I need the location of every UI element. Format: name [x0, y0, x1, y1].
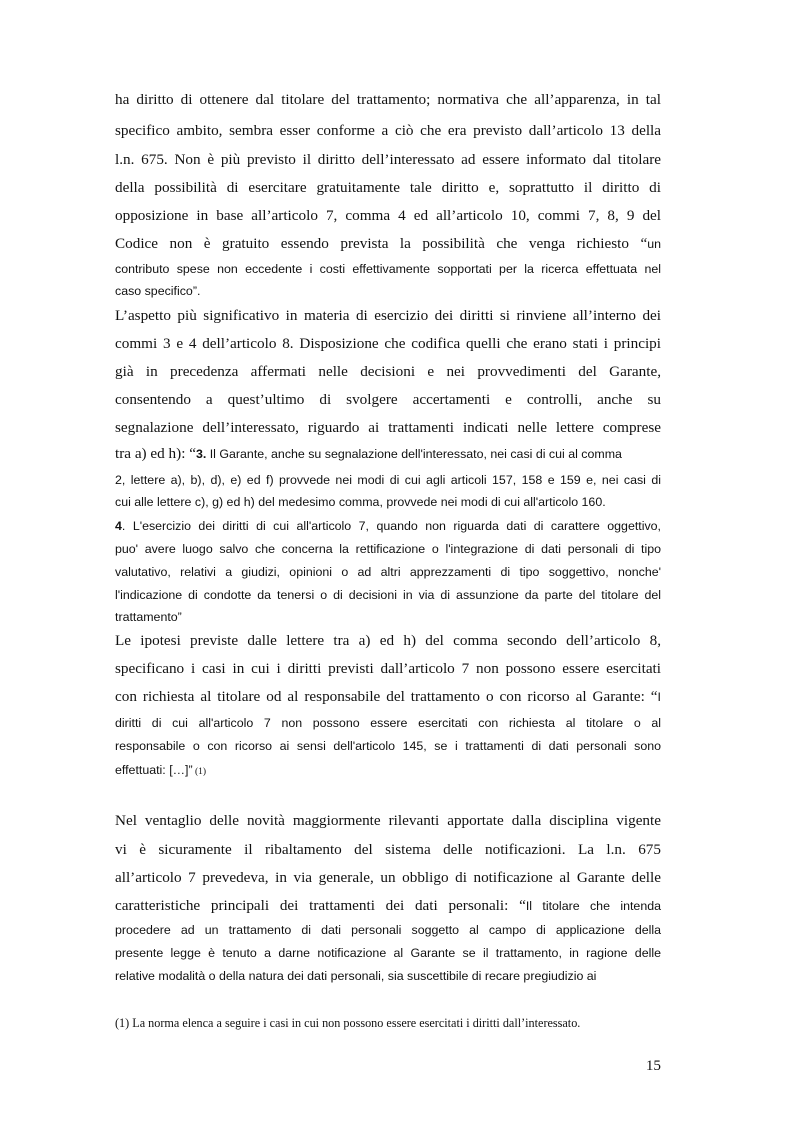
- quote-line: 2, lettere a), b), d), e) ed f) provvede nei modi di cui agli articoli 157, 158 e 159 e, nei casi di: [115, 473, 661, 487]
- quote-line: 4. L'esercizio dei diritti di cui all'articolo 7, quando non riguarda dati di carattere oggettivo,: [115, 519, 661, 533]
- body-line: Le ipotesi previste dalle lettere tra a) ed h) del comma secondo dell’articolo 8,: [115, 632, 661, 649]
- body-line: ha diritto di ottenere dal titolare del trattamento; normativa che all’apparenza, in tal: [115, 91, 661, 108]
- body-line: già in precedenza affermati nelle decisioni e nei provvedimenti del Garante,: [115, 363, 661, 380]
- body-line: con richiesta al titolare od al responsabile del trattamento o con ricorso al Garante: “I: [115, 688, 661, 705]
- quote-line: effettuati: […]” (1): [115, 763, 207, 777]
- quote-line: diritti di cui all'articolo 7 non possono essere esercitati con richiesta al titolare o al: [115, 716, 661, 730]
- body-line: L’aspetto più significativo in materia di esercizio dei diritti si rinviene all’interno dei: [115, 307, 661, 324]
- quote-line: caso specifico”.: [115, 284, 201, 298]
- body-line: della possibilità di esercitare gratuitamente tale diritto e, soprattutto il diritto di: [115, 179, 661, 196]
- quote-line: trattamento”: [115, 610, 182, 624]
- body-line: all’articolo 7 prevedeva, in via generale, un obbligo di notificazione al Garante delle: [115, 869, 661, 886]
- body-line: specificano i casi in cui i diritti previsti dall’articolo 7 non possono essere esercitati: [115, 660, 661, 677]
- body-line: segnalazione dell’interessato, riguardo ai trattamenti indicati nelle lettere comprese: [115, 419, 661, 436]
- quote-line: puo' avere luogo salvo che concerna la rettificazione o l'integrazione di dati personali di tipo: [115, 542, 661, 556]
- body-line: opposizione in base all’articolo 7, comma 4 ed all’articolo 10, commi 7, 8, 9 del: [115, 207, 661, 224]
- quote-line: l'indicazione di condotte da tenersi o di decisioni in via di assunzione da parte del titolare del: [115, 588, 661, 602]
- page-number: 15: [645, 1057, 661, 1074]
- quote-line: valutativo, relativi a giudizi, opinioni o ad altri apprezzamenti di tipo soggettivo, nonche': [115, 565, 661, 579]
- quote-line: cui alle lettere c), g) ed h) del medesimo comma, provvede nei modi di cui all'articolo 160.: [115, 495, 606, 509]
- body-line: Codice non è gratuito essendo prevista la possibilità che venga richiesto “un: [115, 235, 661, 252]
- body-line: commi 3 e 4 dell’articolo 8. Disposizione che codifica quelli che erano stati i principi: [115, 335, 661, 352]
- quote-line: contributo spese non eccedente i costi effettivamente sopportati per la ricerca effettuata nel: [115, 262, 661, 276]
- body-line: tra a) ed h): “3. Il Garante, anche su segnalazione dell'interessato, nei casi di cui al comma: [115, 445, 622, 462]
- body-line: vi è sicuramente il ribaltamento del sistema delle notificazioni. La l.n. 675: [115, 841, 661, 858]
- body-line: caratteristiche principali dei trattamenti dei dati personali: “Il titolare che intenda: [115, 897, 661, 914]
- footnote-reference: (1): [192, 767, 207, 777]
- body-line: consentendo a quest’ultimo di svolgere accertamenti e controlli, anche su: [115, 391, 661, 408]
- body-line: Nel ventaglio delle novità maggiormente rilevanti apportate dalla disciplina vigente: [115, 812, 661, 829]
- quote-line: responsabile o con ricorso ai sensi dell'articolo 145, se i trattamenti di dati personali sono: [115, 739, 661, 753]
- body-line: specifico ambito, sembra esser conforme a ciò che era previsto dall’articolo 13 della: [115, 122, 661, 139]
- quote-line: relative modalità o della natura dei dati personali, sia suscettibile di recare pregiudizio ai: [115, 969, 597, 983]
- footnote: (1) La norma elenca a seguire i casi in cui non possono essere esercitati i diritti dall’interessato.: [115, 1016, 581, 1030]
- quote-line: presente legge è tenuto a darne notificazione al Garante se il trattamento, in ragione delle: [115, 946, 661, 960]
- body-line: l.n. 675. Non è più previsto il diritto dell’interessato ad essere informato dal titolare: [115, 151, 661, 168]
- quote-line: procedere ad un trattamento di dati personali soggetto al campo di applicazione della: [115, 923, 661, 937]
